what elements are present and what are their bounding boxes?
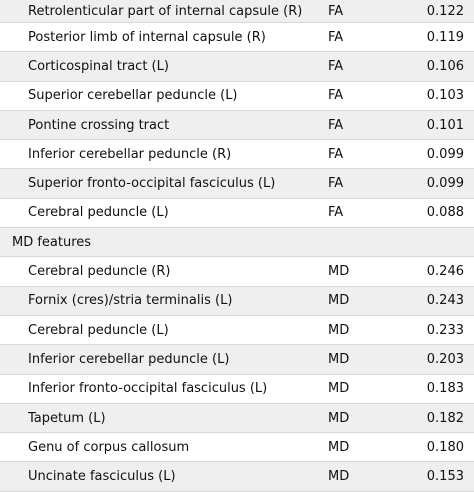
row-value: 0.233 — [426, 322, 464, 338]
row-value: 0.180 — [426, 439, 464, 455]
row-value: 0.088 — [426, 205, 464, 221]
row-metric: FA — [328, 205, 344, 221]
row-feature-name: Pontine crossing tract — [28, 117, 170, 133]
row-feature-name: Inferior cerebellar peduncle (R) — [28, 146, 232, 162]
row-metric: MD — [328, 439, 350, 455]
row-feature-name: Tapetum (L) — [28, 410, 106, 426]
table-row — [0, 257, 474, 286]
row-feature-name: Inferior cerebellar peduncle (L) — [28, 351, 230, 367]
table-row — [0, 375, 474, 404]
row-feature-name: Retrolenticular part of internal capsule (R) — [28, 3, 303, 19]
row-metric: MD — [328, 351, 350, 367]
table-row — [0, 287, 474, 316]
row-metric: FA — [328, 29, 344, 45]
section-title: MD features — [12, 234, 92, 250]
row-metric: FA — [328, 176, 344, 192]
row-value: 0.153 — [426, 469, 464, 485]
table-row — [0, 169, 474, 198]
row-metric: FA — [328, 58, 344, 74]
row-value: 0.103 — [426, 88, 464, 104]
table-row — [0, 52, 474, 81]
table-row — [0, 345, 474, 374]
row-value: 0.122 — [426, 3, 464, 19]
row-metric: MD — [328, 469, 350, 485]
row-metric: FA — [328, 88, 344, 104]
table-row — [0, 82, 474, 111]
row-value: 0.243 — [426, 293, 464, 309]
row-feature-name: Genu of corpus callosum — [28, 439, 190, 455]
row-value: 0.101 — [426, 117, 464, 133]
section-header-row — [0, 228, 474, 257]
table-row — [0, 404, 474, 433]
table-row — [0, 433, 474, 462]
table-row — [0, 111, 474, 140]
row-feature-name: Uncinate fasciculus (L) — [28, 469, 176, 485]
row-metric: MD — [328, 381, 350, 397]
row-metric: FA — [328, 146, 344, 162]
row-feature-name: Fornix (cres)/stria terminalis (L) — [28, 293, 233, 309]
table-row — [0, 0, 474, 23]
table-row — [0, 140, 474, 169]
row-feature-name: Superior fronto-occipital fasciculus (L) — [28, 176, 276, 192]
row-feature-name: Inferior fronto-occipital fasciculus (L) — [28, 381, 268, 397]
row-feature-name: Posterior limb of internal capsule (R) — [28, 29, 266, 45]
row-metric: MD — [328, 264, 350, 280]
table-row — [0, 316, 474, 345]
row-feature-name: Cerebral peduncle (R) — [28, 264, 171, 280]
row-value: 0.203 — [426, 351, 464, 367]
row-feature-name: Superior cerebellar peduncle (L) — [28, 88, 238, 104]
table-row — [0, 23, 474, 52]
row-value: 0.182 — [426, 410, 464, 426]
row-value: 0.183 — [426, 381, 464, 397]
row-value: 0.106 — [426, 58, 464, 74]
row-feature-name: Cerebral peduncle (L) — [28, 205, 169, 221]
row-value: 0.119 — [426, 29, 464, 45]
row-value: 0.099 — [426, 146, 464, 162]
row-metric: FA — [328, 117, 344, 133]
row-value: 0.099 — [426, 176, 464, 192]
row-feature-name: Cerebral peduncle (L) — [28, 322, 169, 338]
row-metric: MD — [328, 322, 350, 338]
row-metric: MD — [328, 410, 350, 426]
table-row — [0, 199, 474, 228]
row-feature-name: Corticospinal tract (L) — [28, 58, 169, 74]
row-metric: MD — [328, 293, 350, 309]
row-metric: FA — [328, 3, 344, 19]
row-value: 0.246 — [426, 264, 464, 280]
table-row — [0, 462, 474, 491]
